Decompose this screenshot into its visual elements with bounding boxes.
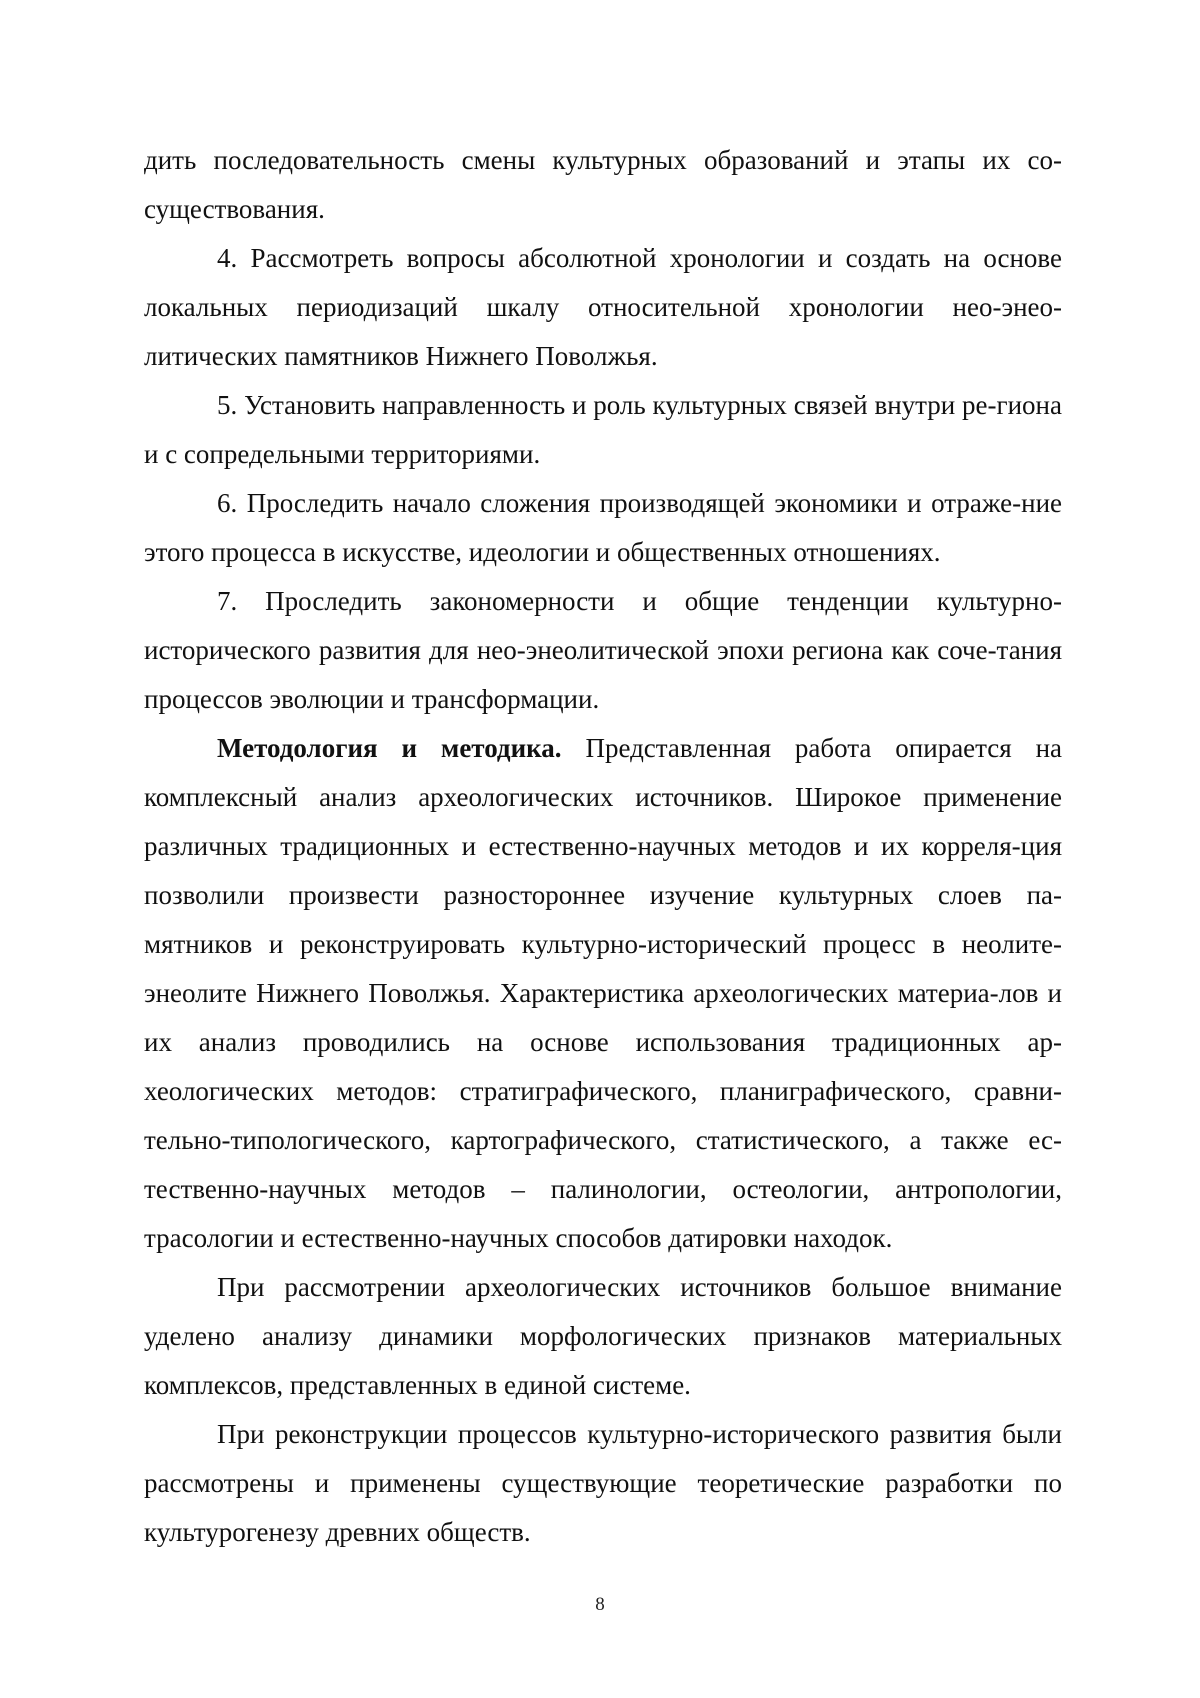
paragraph-reconstruction: При реконструкции процессов культурно-исторического развития были рассмотрены и применены существующие теоретические разработки по культурогенезу древних обществ. — [144, 1419, 1062, 1547]
methodology-heading: Методология и методика. — [217, 733, 562, 763]
methodology-body: Представленная работа опирается на комплексный анализ археологических источников. Широкое применение различных традиционных и естественно-научных методов и их корреля-ция позволили произвести разностороннее изучение культурных слоев па-мятников и реконструировать культурно-исторический процесс в неолите-энеолите Нижнего Поволжья. Характеристика археологических материа-лов и их анализ проводились на основе использования традиционных ар-хеологических методов: стратиграфического, планиграфического, сравни-тельно-типологического, картографического, статистического, а также ес-тественно-научных методов – палинологии, остеологии, антропологии, трасологии и естественно-научных способов датировки находок. — [144, 733, 1063, 1253]
paragraph-continued: дить последовательность смены культурных образований и этапы их со-существования. — [144, 145, 1062, 224]
page-number: 8 — [595, 1594, 605, 1615]
paragraph-item-7: 7. Проследить закономерности и общие тенденции культурно-исторического развития для нео-энеолитической эпохи региона как соче-тания процессов эволюции и трансформации. — [144, 586, 1062, 714]
paragraph-item-6: 6. Проследить начало сложения производящей экономики и отраже-ние этого процесса в искусстве, идеологии и общественных отношениях. — [144, 488, 1062, 567]
document-page — [144, 136, 1062, 1557]
paragraph-methodology — [144, 724, 1062, 1263]
paragraph-item-4: 4. Рассмотреть вопросы абсолютной хронологии и создать на основе локальных периодизаций шкалу относительной хронологии нео-энео-литических памятников Нижнего Поволжья. — [144, 243, 1062, 371]
paragraph-item-5: 5. Установить направленность и роль культурных связей внутри ре-гиона и с сопредельными территориями. — [144, 390, 1062, 469]
paragraph-sources: При рассмотрении археологических источников большое внимание уделено анализу динамики морфологических признаков материальных комплексов, представленных в единой системе. — [144, 1272, 1062, 1400]
